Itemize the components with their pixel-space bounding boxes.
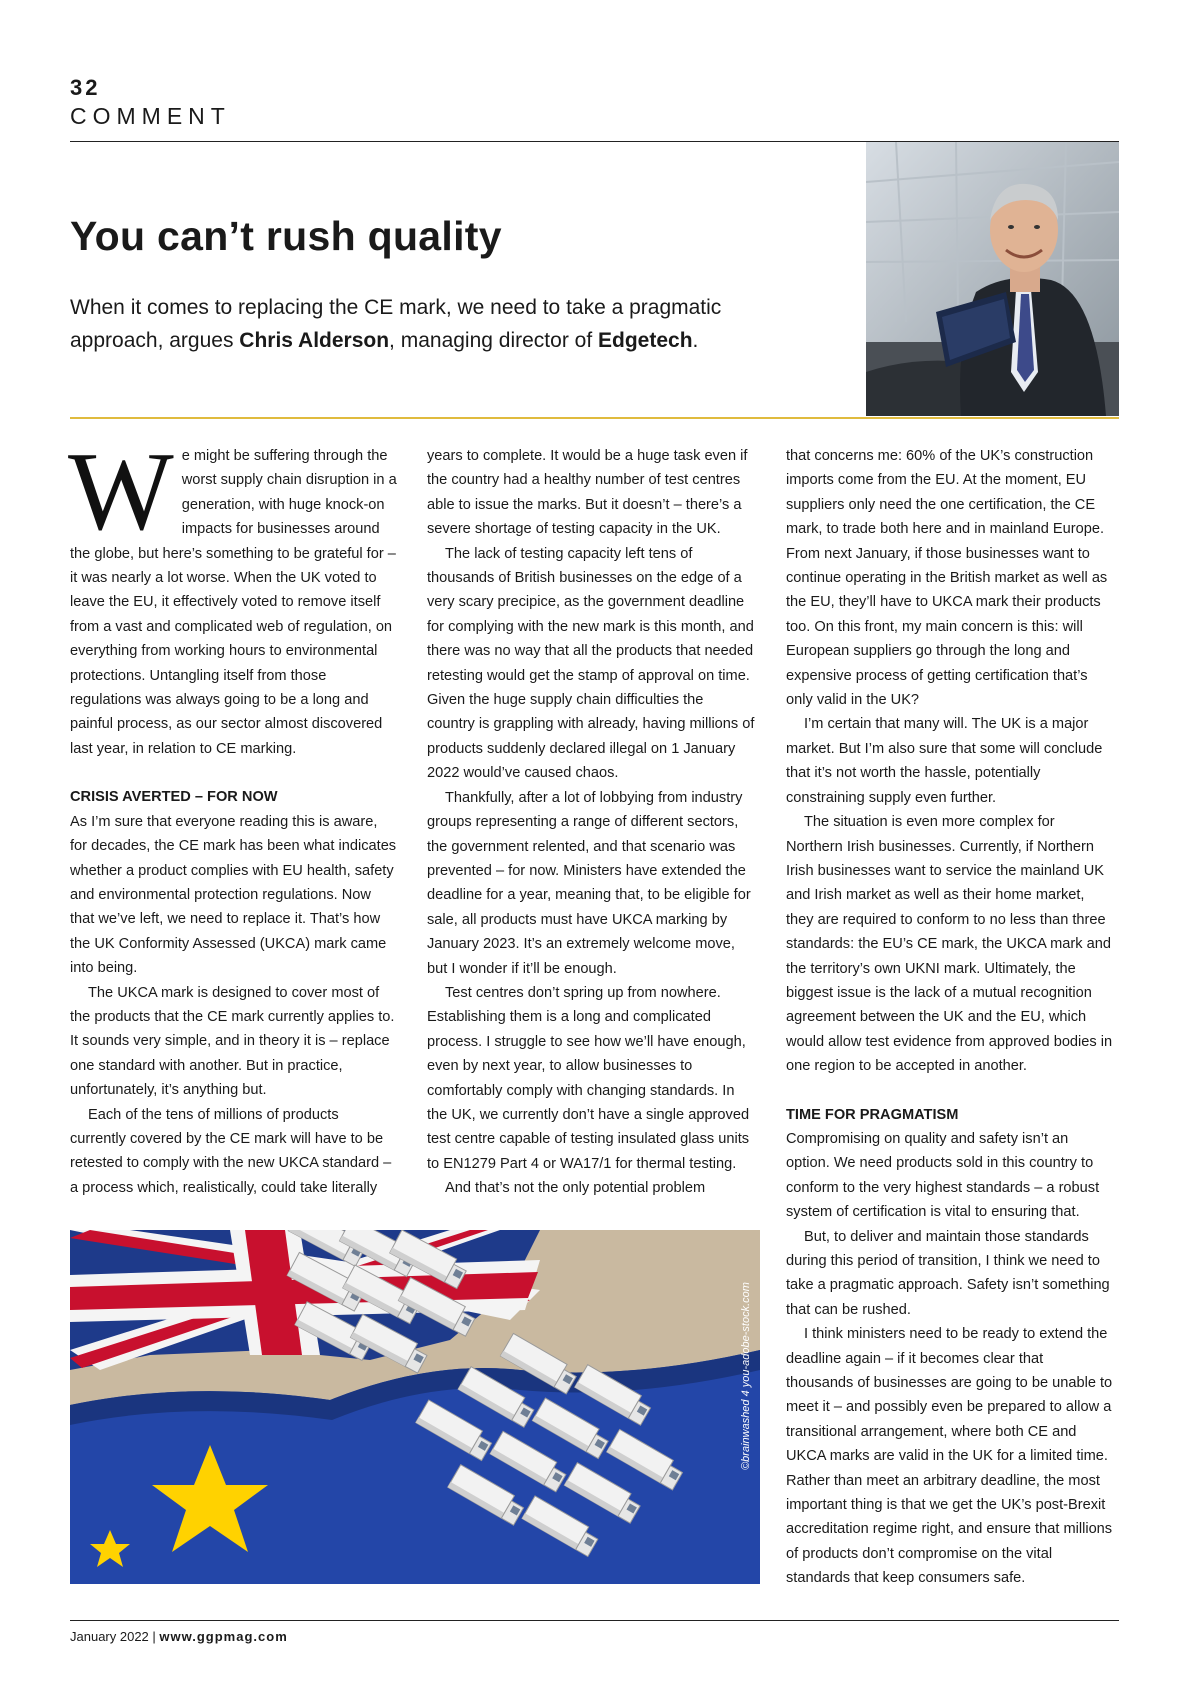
body-paragraph: Each of the tens of millions of products currently covered by the CE mark will have to be retested to comply with the new UKCA standard – a process which, realistically, could take literally [70, 1106, 392, 1196]
body-paragraph: And that’s not the only potential problem [445, 1180, 706, 1197]
section-spacer [70, 761, 398, 785]
article-column-1 [68, 430, 398, 1200]
footer [70, 1629, 288, 1644]
body-paragraph: years to complete. It would be a huge task even if the country had a healthy number of test centres able to issue the marks. But it doesn’t – there’s a severe shortage of testing capacity in the UK. [427, 448, 748, 538]
author-name: Chris Alderson [239, 329, 390, 352]
company-name: Edgetech [598, 329, 693, 352]
accent-divider [70, 417, 1119, 419]
body-paragraph: The lack of testing capacity left tens of thousands of British businesses on the edge of a very scary precipice, as the government deadline for complying with the new mark is this month, and there was no way that all the products that needed retesting would get the stamp of approval on time. Given the huge supply chain difficulties the country is grappling with already, having millions of products suddenly declared illegal on 1 January 2022 would’ve caused chaos. [427, 545, 755, 782]
body-paragraph: e might be suffering through the worst supply chain disruption in a generation, with huge knock-on impacts for businesses around the globe, but here’s something to be grateful for – it was nearly a lot worse. When the UK voted to leave the EU, it effectively voted to remove itself from a vast and complicated web of regulation, on everything from working hours to environmental protections. Untangling itself from those regulations was always going to be a long and painful process, as our sector almost discovered last year, in relation to CE marking. [70, 448, 397, 757]
section-spacer [786, 1079, 1114, 1103]
portrait-illustration [866, 142, 1119, 416]
body-paragraph: The UKCA mark is designed to cover most of the products that the CE mark currently applies to. It sounds very simple, and in theory it is – replace one standard with another. But in practice, unfortunately, it’s anything but. [70, 984, 395, 1099]
standfirst-text: , managing director of [389, 329, 598, 352]
section-label: COMMENT [70, 103, 231, 129]
author-portrait [866, 142, 1119, 416]
drop-cap: W [68, 430, 174, 554]
footer-separator: | [148, 1629, 160, 1644]
trucks-illustration [70, 1230, 760, 1584]
website-link[interactable]: www.ggpmag.com [159, 1629, 288, 1644]
standfirst-text: . [692, 329, 699, 352]
body-paragraph: that concerns me: 60% of the UK’s construction imports come from the EU. At the moment, EU suppliers only need the one certification, the CE mark, to trade both here and in mainland Europe. From next January, if those businesses want to continue operating in the British market as well as the EU, they’ll have to UKCA mark their products too. On this front, my main concern is this: will European suppliers go through the long and expensive process of getting certification that’s only valid in the UK? [786, 448, 1108, 709]
body-paragraph: Compromising on quality and safety isn’t an option. We need products sold in this country to conform to the very highest standards – a robust system of certification is vital to ensuring that. [786, 1130, 1100, 1221]
body-paragraph: As I’m sure that everyone reading this is aware, for decades, the CE mark has been what indicates whether a product complies with EU health, safety and environmental protection regulations. Now that we’ve left, we need to replace it. That’s how the UK Conformity Assessed (UKCA) mark came into being. [70, 813, 397, 977]
footer-divider [70, 1620, 1119, 1621]
article-column-2 [427, 444, 755, 1201]
trucks-on-flags-image [70, 1230, 760, 1584]
issue-date: January 2022 [70, 1629, 149, 1644]
body-paragraph: I’m certain that many will. The UK is a major market. But I’m also sure that some will conclude that it’s not worth the hassle, potentially constraining supply even further. [786, 716, 1103, 806]
standfirst-text: When it comes to replacing the CE mark, we need to take a pragmatic approach, argues [70, 296, 722, 352]
body-paragraph: Test centres don’t spring up from nowhere. Establishing them is a long and complicated process. I struggle to see how we’ll have enough, even by next year, to allow businesses to comfortably comply with changing standards. In the UK, we currently don’t have a single approved test centre capable of testing insulated glass units to EN1279 Part 4 or WA17/1 for thermal testing. [427, 984, 750, 1172]
subheading-time-for-pragmatism: TIME FOR PRAGMATISM [786, 1106, 959, 1123]
photo-credit: ©brainwashed 4 you-adobe-stock.com [740, 1282, 752, 1470]
page-number: 32 [70, 75, 101, 100]
article-column-3 [786, 444, 1114, 1591]
body-paragraph: I think ministers need to be ready to extend the deadline again – if it becomes clear that thousands of businesses are going to be unable to meet it – and possibly even be prepared to allow a transitional arrangement, where both CE and UKCA marks are valid in the UK for a limited time. Rather than meet an arbitrary deadline, the most important thing is that we get the UK’s post-Brexit accreditation regime right, and ensure that millions of products don’t compromise on the vital standards that keep consumers safe. [786, 1326, 1113, 1587]
body-paragraph: The situation is even more complex for Northern Irish businesses. Currently, if Northern Irish businesses want to service the mainland UK and Irish market as well as their home market, they are required to conform to no less than three standards: the EU’s CE mark, the UKCA mark and the territory’s own UKNI mark. Ultimately, the biggest issue is the lack of a mutual recognition agreement between the UK and the EU, which would allow test evidence from approved bodies in one region to be accepted in another. [786, 814, 1113, 1075]
headline: You can’t rush quality [70, 213, 502, 259]
subheading-crisis-averted: CRISIS AVERTED – FOR NOW [70, 789, 278, 806]
standfirst [70, 291, 790, 357]
body-paragraph: But, to deliver and maintain those standards during this period of transition, I think we need to take a pragmatic approach. Safety isn’t something that can be rushed. [786, 1228, 1110, 1318]
body-paragraph: Thankfully, after a lot of lobbying from industry groups representing a range of different sectors, the government relented, and that scenario was prevented – for now. Ministers have extended the deadline for a year, meaning that, to be eligible for sale, all products must have UKCA marking by January 2023. It’s an extremely welcome move, but I wonder if it’ll be enough. [427, 789, 751, 977]
